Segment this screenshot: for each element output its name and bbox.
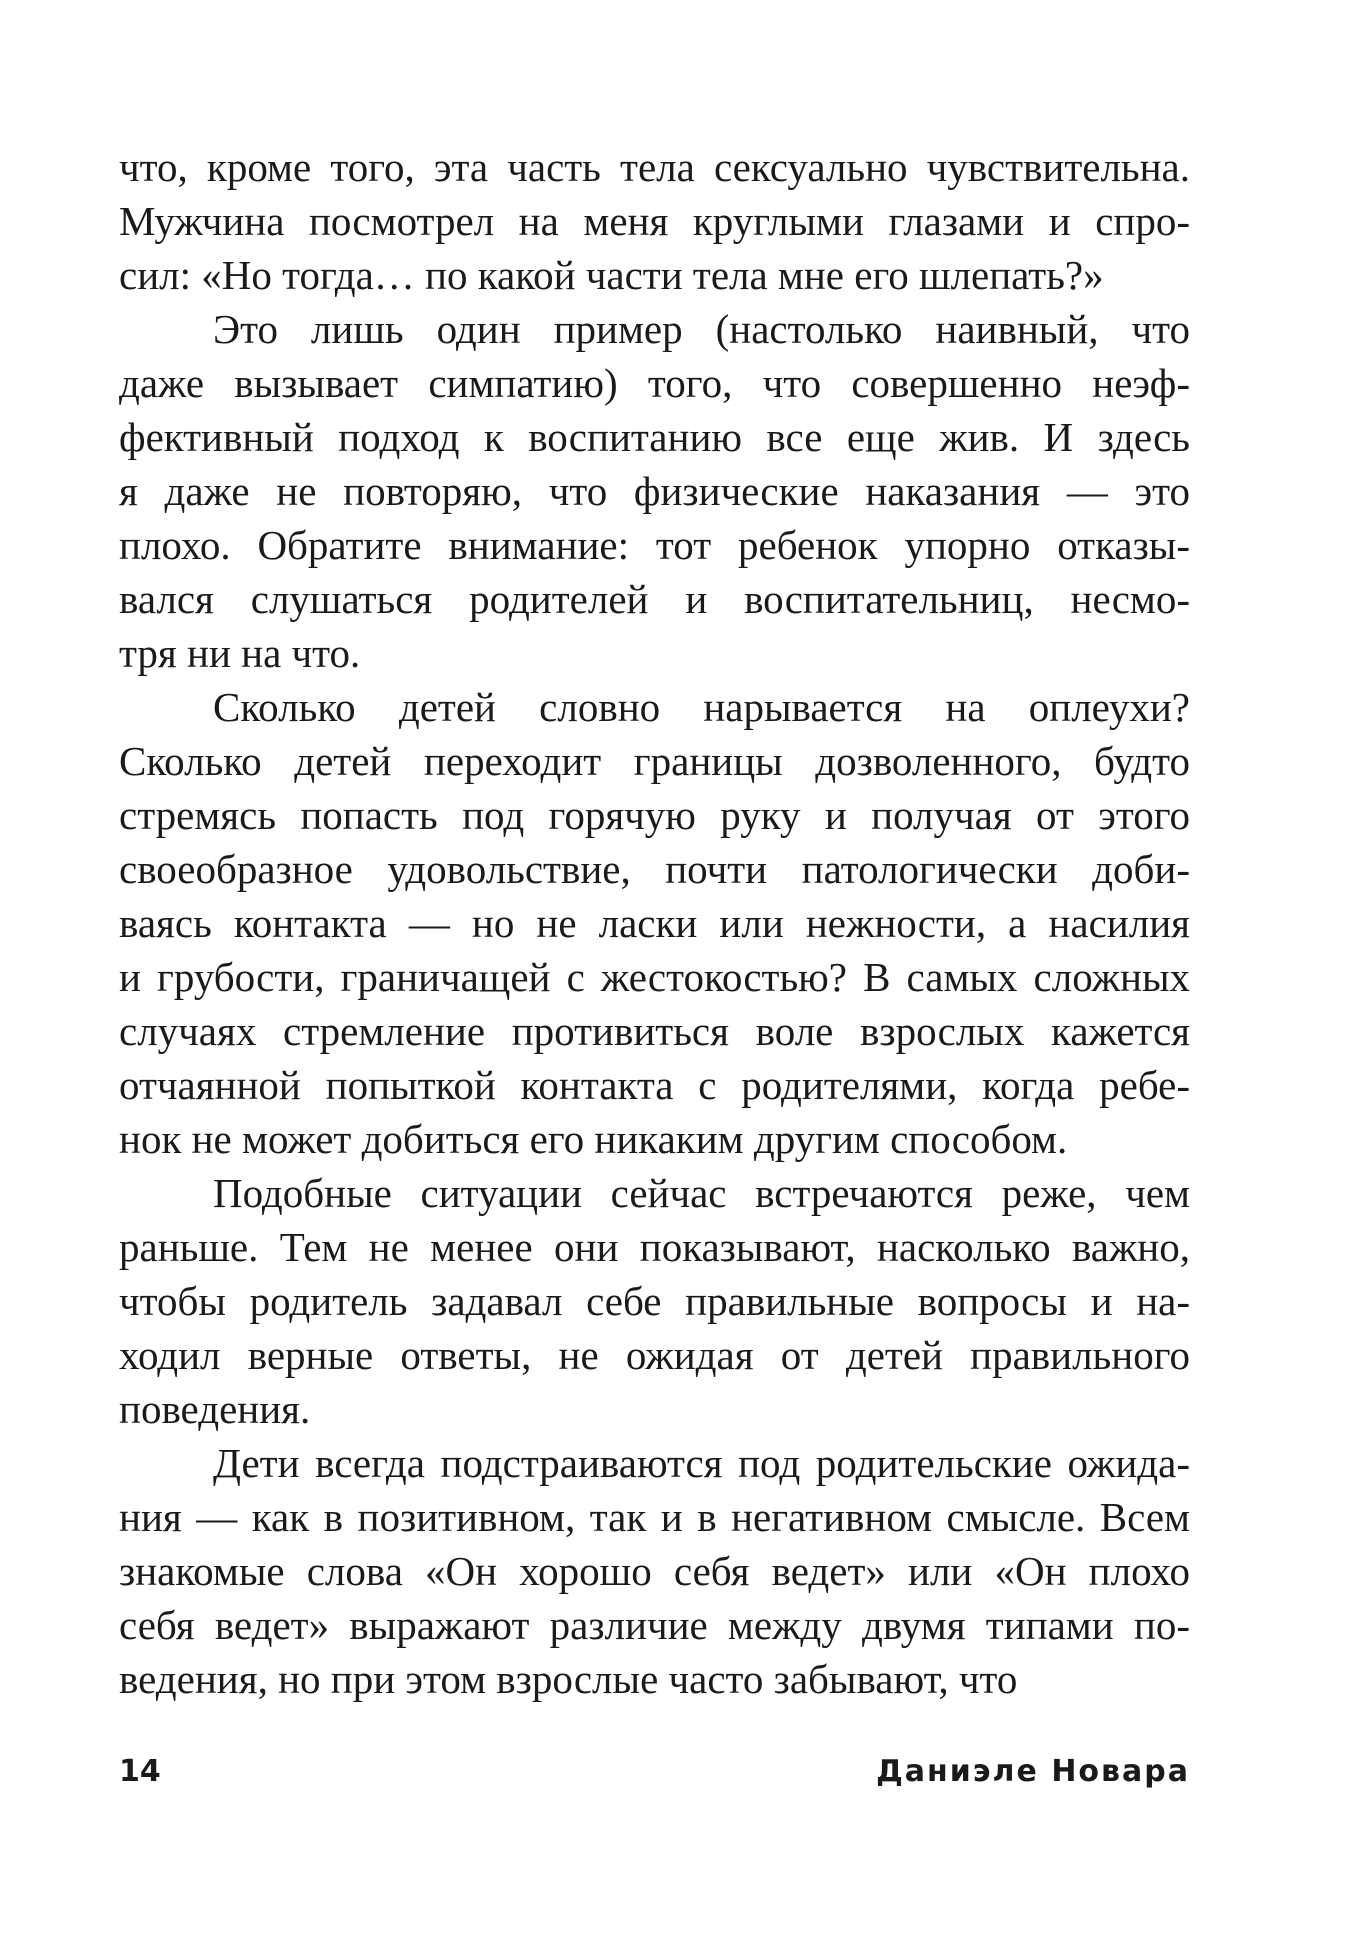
text-line: Это лишь один пример (настолько наивный, что	[213, 306, 1190, 352]
text-line: чтобы родитель задавал себе правильные вопросы и на-	[119, 1278, 1190, 1324]
text-line: ведения, но при этом взрослые часто забывают, что	[119, 1656, 1018, 1702]
text-line: фективный подход к воспитанию все еще жив. И здесь	[119, 414, 1190, 460]
text-line: вался слушаться родителей и воспитательниц, несмо-	[119, 576, 1190, 622]
text-line: Подобные ситуации сейчас встречаются реже, чем	[213, 1170, 1190, 1216]
text-line: Мужчина посмотрел на меня круглыми глазами и спро-	[119, 198, 1190, 244]
text-line: знакомые слова «Он хорошо себя ведет» или «Он плохо	[119, 1548, 1190, 1594]
page-footer	[119, 1754, 1190, 1794]
text-line: плохо. Обратите внимание: тот ребенок упорно отказы-	[119, 522, 1190, 568]
text-line: тря ни на что.	[119, 630, 361, 676]
text-line: Дети всегда подстраиваются под родительские ожида-	[213, 1440, 1190, 1486]
text-line: и грубости, граничащей с жестокостью? В самых сложных	[119, 954, 1190, 1000]
body-text	[119, 140, 1190, 1706]
text-line: отчаянной попыткой контакта с родителями, когда ребе-	[119, 1062, 1190, 1108]
text-line: Сколько детей переходит границы дозволенного, будто	[119, 738, 1190, 784]
text-line: я даже не повторяю, что физические наказания — это	[119, 468, 1190, 514]
text-line: раньше. Тем не менее они показывают, насколько важно,	[119, 1224, 1190, 1270]
text-line: ваясь контакта — но не ласки или нежности, а насилия	[119, 900, 1190, 946]
text-line: случаях стремление противиться воле взрослых кажется	[119, 1008, 1190, 1054]
page-number: 14	[119, 1754, 161, 1789]
text-line: ходил верные ответы, не ожидая от детей правильного	[119, 1332, 1190, 1378]
text-line: даже вызывает симпатию) того, что совершенно неэф-	[119, 360, 1190, 406]
text-line: своеобразное удовольствие, почти патологически доби-	[119, 846, 1190, 892]
text-line: нок не может добиться его никаким другим способом.	[119, 1116, 1068, 1162]
text-line: Сколько детей словно нарывается на оплеухи?	[213, 684, 1190, 730]
text-line: что, кроме того, эта часть тела сексуально чувствительна.	[119, 144, 1190, 190]
text-line: себя ведет» выражают различие между двумя типами по-	[119, 1602, 1190, 1648]
text-line: поведения.	[119, 1386, 311, 1432]
author-name: Даниэле Новара	[876, 1754, 1190, 1789]
text-line: стремясь попасть под горячую руку и получая от этого	[119, 792, 1190, 838]
text-line: ния — как в позитивном, так и в негативном смысле. Всем	[119, 1494, 1190, 1540]
text-line: сил: «Но тогда… по какой части тела мне его шлепать?»	[119, 252, 1104, 298]
